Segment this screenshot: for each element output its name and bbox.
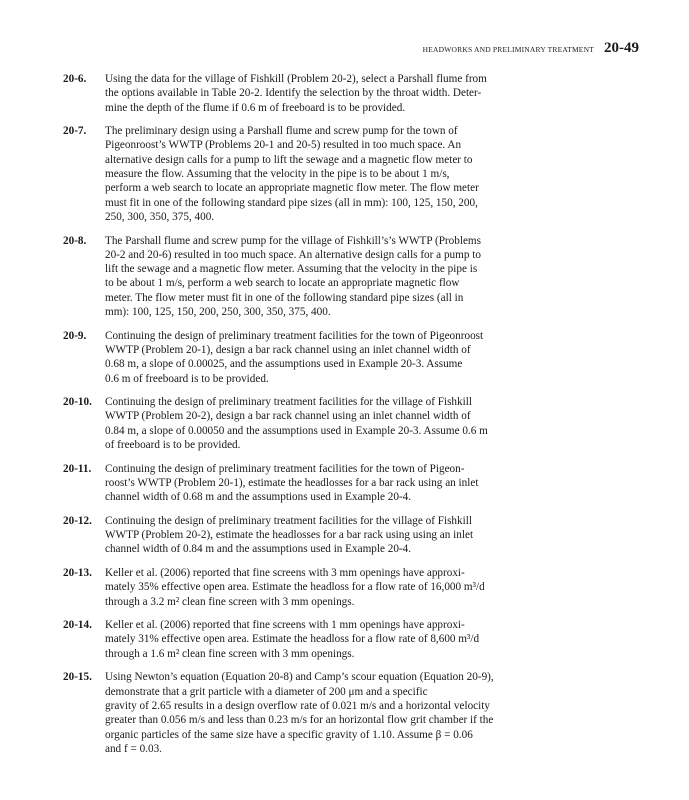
problem-number: 20-6. (63, 73, 87, 85)
problem-text-line: the options available in Table 20-2. Identify the selection by the throat width. Deter- (105, 87, 482, 100)
problem-number: 20-8. (63, 234, 87, 247)
problem-text (105, 462, 533, 505)
problem-text-line: 250, 300, 350, 375, 400. (105, 210, 215, 223)
problem-text-line: to be about 1 m/s, perform a web search to locate an appropriate magnetic flow (105, 277, 460, 290)
problem-text-line: roost’s WWTP (Problem 20-1), estimate the headlosses for a bar rack using an inlet (105, 476, 479, 489)
problem-text (105, 670, 533, 756)
problem-number: 20-15. (63, 671, 92, 684)
problem-item (63, 618, 533, 661)
problem-item (63, 329, 533, 386)
problem-text-line: mm): 100, 125, 150, 200, 250, 300, 350, 375, 400. (105, 306, 331, 319)
problem-number: 20-11. (63, 462, 92, 475)
problem-number: 20-7. (63, 125, 87, 138)
problem-text-line: Using Newton’s equation (Equation 20-8) and Camp’s scour equation (Equation 20-9), (105, 671, 494, 684)
problem-text-line: organic particles of the same size have a specific gravity of 1.10. Assume β = 0.06 (105, 728, 473, 741)
problem-text-line: The preliminary design using a Parshall flume and screw pump for the town of (105, 125, 458, 138)
problem-text-line: Using the data for the village of Fishkill (Problem 20-2), select a Parshall flume from (105, 73, 487, 85)
problem-text (105, 566, 533, 609)
problem-text-line: alternative design calls for a pump to lift the sewage and a magnetic flow meter to (105, 153, 473, 166)
problem-text-line: 20-2 and 20-6) resulted in too much space. An alternative design calls for a pump to (105, 248, 481, 261)
problem-text-line: meter. The flow meter must fit in one of the following standard pipe sizes (all in (105, 291, 464, 304)
problem-item (63, 72, 533, 115)
problem-text-line: WWTP (Problem 20-1), design a bar rack channel using an inlet channel width of (105, 343, 471, 356)
problem-text (105, 514, 533, 557)
problem-text-line: perform a web search to locate an appropriate magnetic flow meter. The flow meter (105, 182, 479, 195)
problem-text-line: The Parshall flume and screw pump for the village of Fishkill’s’s WWTP (Problems (105, 234, 481, 247)
problem-text-line: through a 1.6 m² clean fine screen with 3 mm openings. (105, 647, 355, 660)
problem-text-line: and f = 0.03. (105, 742, 162, 755)
problem-item (63, 514, 533, 557)
problem-text (105, 618, 533, 661)
problem-text-line: mine the depth of the flume if 0.6 m of freeboard is to be provided. (105, 101, 406, 114)
problem-text-line: Keller et al. (2006) reported that fine screens with 1 mm openings have approxi- (105, 619, 465, 632)
problem-text-line: measure the flow. Assuming that the velocity in the pipe is to be about 1 m/s, (105, 168, 450, 181)
problem-text-line: WWTP (Problem 20-2), estimate the headlosses for a bar rack using using an inlet (105, 529, 474, 542)
problem-text (105, 329, 533, 386)
problem-number: 20-10. (63, 396, 92, 409)
problem-text-line: of freeboard is to be provided. (105, 439, 241, 452)
problem-item (63, 124, 533, 224)
problem-text-line: Continuing the design of preliminary treatment facilities for the village of Fishkill (105, 514, 472, 527)
page-header (423, 40, 639, 57)
problem-text-line: Keller et al. (2006) reported that fine screens with 3 mm openings have approxi- (105, 566, 465, 579)
problem-item (63, 462, 533, 505)
problem-text-line: Continuing the design of preliminary treatment facilities for the town of Pigeon- (105, 462, 465, 475)
problem-item (63, 566, 533, 609)
problem-list (63, 72, 533, 765)
problem-text-line: Continuing the design of preliminary treatment facilities for the town of Pigeonroost (105, 329, 484, 342)
running-title: HEADWORKS AND PRELIMINARY TREATMENT (422, 45, 594, 54)
problem-item (63, 395, 533, 452)
problem-text-line: channel width of 0.68 m and the assumptions used in Example 20-4. (105, 491, 412, 504)
problem-number: 20-13. (63, 566, 92, 579)
problem-text-line: Continuing the design of preliminary treatment facilities for the village of Fishkill (105, 396, 472, 409)
problem-text-line: demonstrate that a grit particle with a diameter of 200 μm and a specific (105, 685, 428, 698)
problem-number: 20-14. (63, 619, 92, 632)
problem-item (63, 670, 533, 756)
page-number: 20-49 (604, 40, 639, 56)
problem-text (105, 72, 533, 115)
problem-text-line: 0.68 m, a slope of 0.00025, and the assumptions used in Example 20-3. Assume (105, 358, 463, 371)
problem-text-line: greater than 0.056 m/s and less than 0.23 m/s for an horizontal flow grit chamber if the (105, 714, 494, 727)
problem-text-line: mately 31% effective open area. Estimate the headloss for a flow rate of 8,600 m³/d (105, 633, 480, 646)
problem-text-line: through a 3.2 m² clean fine screen with 3 mm openings. (105, 595, 355, 608)
problem-text (105, 234, 533, 320)
problem-text-line: must fit in one of the following standard pipe sizes (all in mm): 100, 125, 150, 200, (105, 196, 478, 209)
problem-number: 20-9. (63, 329, 87, 342)
problem-number: 20-12. (63, 514, 92, 527)
problem-text-line: lift the sewage and a magnetic flow meter. Assuming that the velocity in the pipe is (105, 263, 478, 276)
problem-text-line: WWTP (Problem 20-2), design a bar rack channel using an inlet channel width of (105, 410, 471, 423)
problem-item (63, 234, 533, 320)
problem-text-line: 0.84 m, a slope of 0.00050 and the assumptions used in Example 20-3. Assume 0.6 m (105, 424, 488, 437)
problem-text-line: mately 35% effective open area. Estimate the headloss for a flow rate of 16,000 m³/d (105, 581, 485, 594)
problem-text-line: channel width of 0.84 m and the assumptions used in Example 20-4. (105, 543, 412, 556)
problem-text-line: Pigeonroost’s WWTP (Problems 20-1 and 20-5) resulted in too much space. An (105, 139, 462, 152)
problem-text (105, 395, 533, 452)
problem-text (105, 124, 533, 224)
problem-text-line: gravity of 2.65 results in a design overflow rate of 0.021 m/s and a horizontal velocity (105, 699, 490, 712)
problem-text-line: 0.6 m of freeboard is to be provided. (105, 372, 269, 385)
